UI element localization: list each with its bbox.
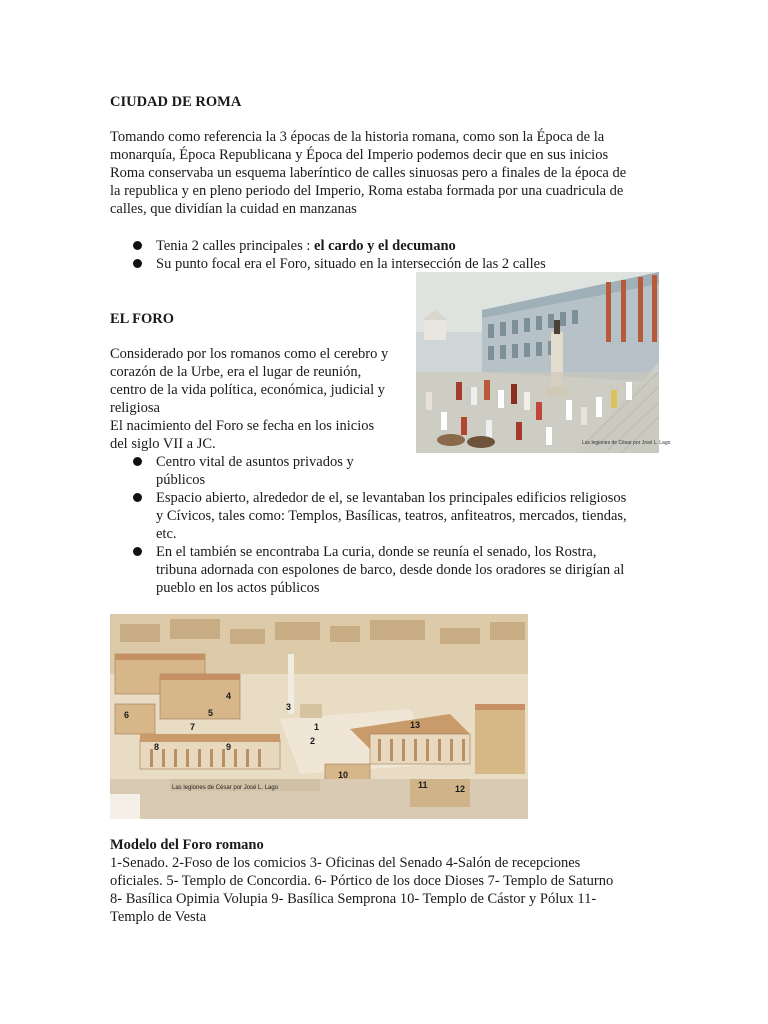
- paragraph-line: calles, que dividían la cuidad en manzanas: [110, 201, 357, 217]
- model-label: 6: [124, 710, 130, 720]
- paragraph-line: Considerado por los romanos como el cerebro y: [110, 346, 389, 362]
- list-item: [110, 453, 670, 489]
- model-title: Modelo del Foro romano: [110, 837, 264, 853]
- bullet-line: En el también se encontraba La curia, donde se reunía el senado, los Rostra,: [156, 544, 597, 560]
- list-item: [110, 237, 670, 255]
- forum-scene-illustration: [416, 272, 671, 453]
- model-label: 13: [410, 720, 421, 730]
- model-label: 1: [314, 722, 320, 732]
- bullet-line: tribuna adornada con espolones de barco, desde donde los oradores se dirigían al: [156, 562, 625, 578]
- legend-line: Templo de Vesta: [110, 909, 207, 925]
- bullet-bold-text: el cardo y el decumano: [314, 238, 456, 254]
- paragraph-line: religiosa: [110, 400, 160, 416]
- paragraph-line: corazón de la Urbe, era el lugar de reunión,: [110, 364, 362, 380]
- model-label: 4: [226, 691, 232, 701]
- bullet-line: públicos: [156, 472, 206, 488]
- model-label: 2: [310, 736, 316, 746]
- bullet-line: y Cívicos, tales como: Templos, Basílicas, teatros, anfiteatros, mercados, tiendas,: [156, 508, 627, 524]
- model-legend: [110, 854, 670, 926]
- model-label: 8: [154, 742, 160, 752]
- list-item: [110, 255, 670, 273]
- scene-caption: Las legiones de César por José L. Lago: [582, 440, 671, 446]
- model-label: 9: [226, 742, 232, 752]
- bullet-icon: [133, 241, 142, 250]
- model-label: 7: [190, 722, 196, 732]
- bullet-line: Espacio abierto, alrededor de el, se levantaban los principales edificios religiosos: [156, 490, 627, 506]
- model-label: 11: [418, 780, 428, 790]
- paragraph-line: El nacimiento del Foro se fecha en los inicios: [110, 418, 375, 434]
- bullet-line: Centro vital de asuntos privados y: [156, 454, 354, 470]
- model-label: 5: [208, 708, 214, 718]
- bullet-icon: [133, 493, 142, 502]
- list-item: [110, 543, 670, 597]
- streets-bullet-list: [110, 237, 670, 273]
- paragraph-line: la republica y en pleno periodo del Imperio, Roma estaba formada por una cuadricula de: [110, 183, 624, 199]
- section-title-el-foro: EL FORO: [110, 311, 175, 327]
- model-credit: Las legiones de César por José L. Lago: [172, 785, 279, 791]
- list-item: [110, 489, 670, 543]
- foro-bullet-list: [110, 453, 670, 597]
- section-title-ciudad-de-roma: CIUDAD DE ROMA: [110, 94, 242, 110]
- bullet-icon: [133, 547, 142, 556]
- bullet-text: Tenia 2 calles principales :: [156, 238, 315, 254]
- bullet-text: Su punto focal era el Foro, situado en la intersección de las 2 calles: [156, 256, 546, 272]
- foro-paragraph: [110, 345, 410, 453]
- bullet-line: etc.: [156, 526, 177, 542]
- legend-line: oficiales. 5- Templo de Concordia. 6- Pórtico de los doce Dioses 7- Templo de Saturno: [110, 873, 614, 889]
- paragraph-line: centro de la vida política, económica, judicial y: [110, 382, 385, 398]
- model-label: 10: [338, 770, 349, 780]
- forum-model-illustration: [110, 614, 528, 819]
- model-label: 12: [455, 784, 466, 794]
- bullet-line: pueblo en los actos públicos: [156, 580, 320, 596]
- bullet-icon: [133, 259, 142, 268]
- intro-paragraph: [110, 128, 655, 218]
- legend-line: 8- Basílica Opimia Volupia 9- Basílica Semprona 10- Templo de Cástor y Pólux 11-: [110, 891, 597, 907]
- paragraph-line: monarquía, Época Republicana y Época del Imperio podemos decir que en sus inicios: [110, 147, 609, 163]
- model-label: 3: [286, 702, 292, 712]
- bullet-icon: [133, 457, 142, 466]
- paragraph-line: Tomando como referencia la 3 épocas de la historia romana, como son la Época de la: [110, 129, 605, 145]
- paragraph-line: Roma conservaba un esquema laberíntico de calles sinuosas pero a finales de la época de: [110, 165, 627, 181]
- paragraph-line: del siglo VII a JC.: [110, 436, 216, 452]
- legend-line: 1-Senado. 2-Foso de los comicios 3- Oficinas del Senado 4-Salón de recepciones: [110, 855, 581, 871]
